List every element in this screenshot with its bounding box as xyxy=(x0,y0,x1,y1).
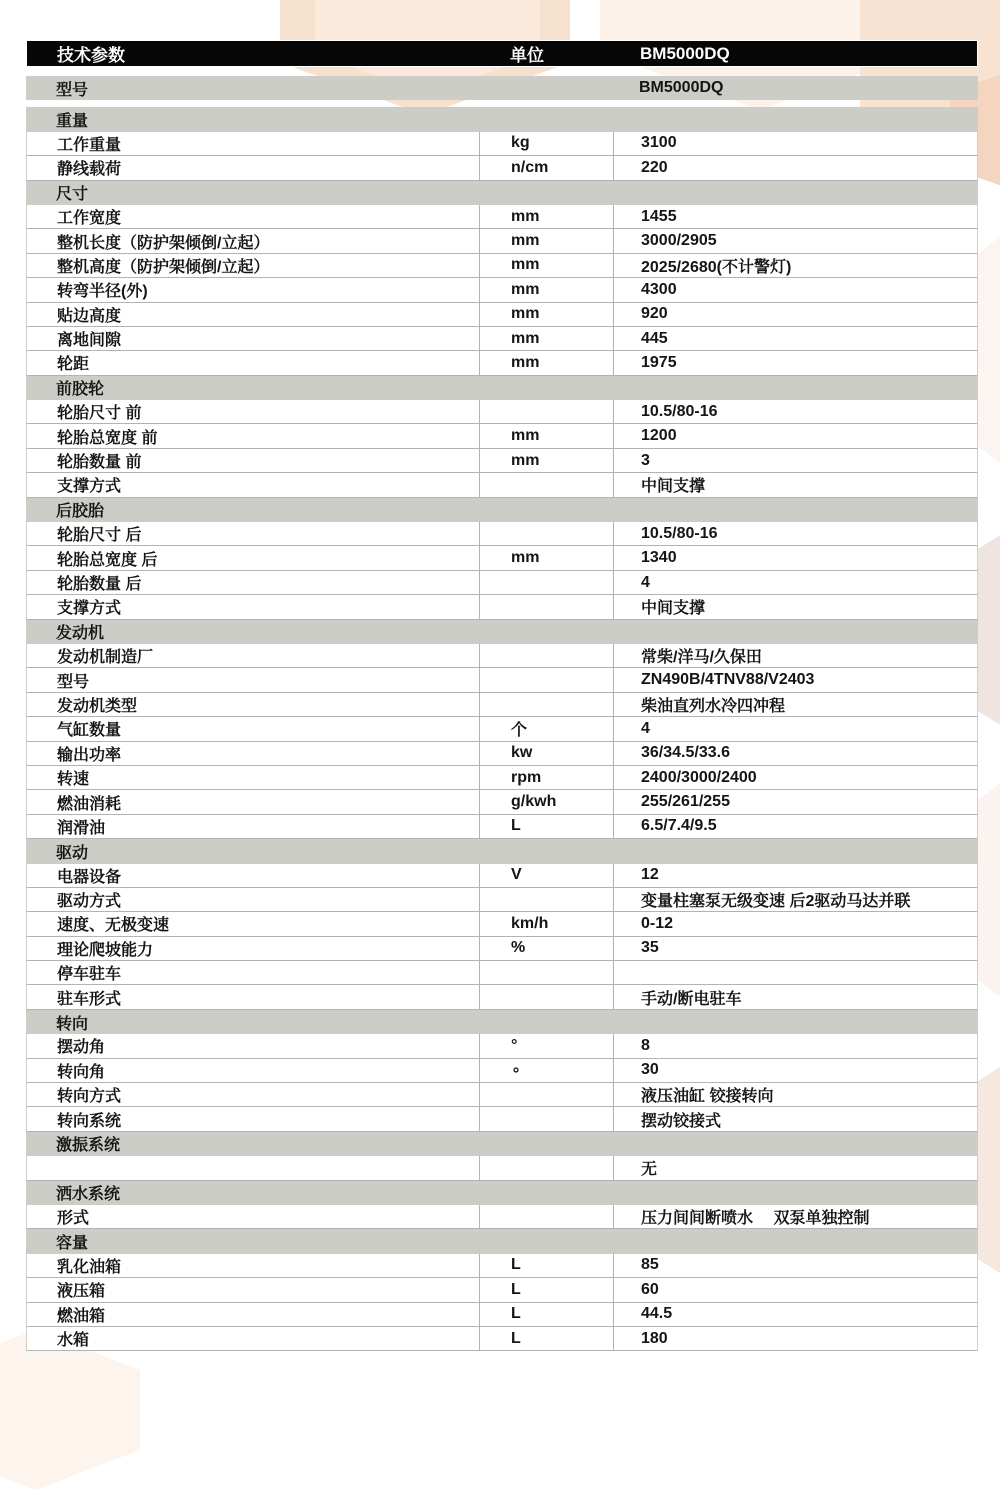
table-row xyxy=(26,864,978,888)
param-value: 摆动铰接式 xyxy=(613,1107,977,1130)
table-row xyxy=(26,522,978,546)
param-unit: L xyxy=(479,815,613,838)
param-value: 1455 xyxy=(613,205,977,228)
section-title: 激振系统 xyxy=(56,1137,121,1155)
param-unit: mm xyxy=(479,351,613,374)
param-value: 中间支撑 xyxy=(613,595,977,618)
spec-table xyxy=(26,40,978,1351)
param-name: 转向角 xyxy=(57,1063,106,1081)
table-row xyxy=(26,303,978,327)
param-unit: mm xyxy=(479,303,613,326)
table-row xyxy=(26,815,978,839)
param-value: 4 xyxy=(613,717,977,740)
param-name: 型号 xyxy=(57,673,90,691)
param-unit: mm xyxy=(479,449,613,472)
table-row xyxy=(26,424,978,448)
param-value: 柴油直列水冷四冲程 xyxy=(613,693,977,716)
param-unit xyxy=(479,985,613,1008)
param-name: 驱动方式 xyxy=(57,893,122,911)
section-header-7 xyxy=(26,1132,978,1156)
table-row xyxy=(26,693,978,717)
param-name: 轮胎尺寸 后 xyxy=(57,527,142,545)
param-unit: V xyxy=(479,864,613,887)
section-title: 尺寸 xyxy=(56,186,89,204)
param-name: 整机长度（防护架倾倒/立起） xyxy=(57,234,270,252)
section-title: 发动机 xyxy=(56,625,105,643)
param-name: 整机高度（防护架倾倒/立起） xyxy=(57,258,270,276)
param-value: 30 xyxy=(613,1059,977,1082)
param-value: 220 xyxy=(613,156,977,179)
section-title: 重量 xyxy=(56,113,89,131)
param-value xyxy=(613,961,977,984)
param-value: 压力间间断喷水 双泵单独控制 xyxy=(613,1205,977,1228)
table-row xyxy=(26,400,978,424)
section-title: 驱动 xyxy=(56,844,89,862)
param-value: 3000/2905 xyxy=(613,229,977,252)
param-name: 工作重量 xyxy=(57,136,122,154)
param-name: 发动机类型 xyxy=(57,697,138,715)
param-name: 轮胎数量 前 xyxy=(57,454,142,472)
section-title: 洒水系统 xyxy=(56,1186,121,1204)
param-value: 3 xyxy=(613,449,977,472)
table-row xyxy=(26,254,978,278)
param-name: 润滑油 xyxy=(57,819,106,837)
table-row xyxy=(26,205,978,229)
param-value: 8 xyxy=(613,1034,977,1057)
table-row xyxy=(26,327,978,351)
param-name: 静线载荷 xyxy=(57,161,122,179)
param-value: 445 xyxy=(613,327,977,350)
section-header-3 xyxy=(26,498,978,522)
param-unit: L xyxy=(479,1254,613,1277)
param-unit: g/kwh xyxy=(479,790,613,813)
section-header-2 xyxy=(26,376,978,400)
table-row xyxy=(26,1205,978,1229)
section-title: 容量 xyxy=(56,1235,89,1253)
table-row xyxy=(26,1083,978,1107)
param-name: 水箱 xyxy=(57,1332,90,1350)
table-row xyxy=(26,229,978,253)
table-row xyxy=(26,937,978,961)
param-unit xyxy=(479,644,613,667)
param-name: 贴边高度 xyxy=(57,307,122,325)
header-model-label: BM5000DQ xyxy=(640,43,730,63)
param-unit xyxy=(479,693,613,716)
param-unit xyxy=(479,400,613,423)
param-value: 2400/3000/2400 xyxy=(613,766,977,789)
param-value: ZN490B/4TNV88/V2403 xyxy=(613,668,977,691)
param-unit xyxy=(479,1205,613,1228)
param-name: 工作宽度 xyxy=(57,210,122,228)
param-unit: L xyxy=(479,1327,613,1350)
section-header-8 xyxy=(26,1181,978,1205)
param-unit: mm xyxy=(479,546,613,569)
param-value: 180 xyxy=(613,1327,977,1350)
table-row xyxy=(26,961,978,985)
section-header-4 xyxy=(26,620,978,644)
param-name: 停车驻车 xyxy=(57,966,122,984)
param-unit: kg xyxy=(479,132,613,155)
param-name: 燃油箱 xyxy=(57,1307,106,1325)
header-unit-label: 单位 xyxy=(510,46,544,65)
param-unit: mm xyxy=(479,327,613,350)
model-row-value: BM5000DQ xyxy=(639,79,724,97)
table-body xyxy=(26,107,978,1351)
table-row xyxy=(26,742,978,766)
model-row-unit xyxy=(478,76,612,100)
param-unit xyxy=(479,1156,613,1179)
param-unit xyxy=(479,1083,613,1106)
param-unit: mm xyxy=(479,229,613,252)
param-unit: 个 xyxy=(479,717,613,740)
section-header-0 xyxy=(26,107,978,131)
param-name: 乳化油箱 xyxy=(57,1258,122,1276)
table-row xyxy=(26,449,978,473)
param-unit: ° xyxy=(479,1034,613,1057)
param-value: 36/34.5/33.6 xyxy=(613,742,977,765)
param-name: 轮胎总宽度 前 xyxy=(57,429,158,447)
model-gap xyxy=(26,100,978,107)
param-value: 10.5/80-16 xyxy=(613,522,977,545)
param-value: 12 xyxy=(613,864,977,887)
param-unit: kw xyxy=(479,742,613,765)
param-unit: mm xyxy=(479,205,613,228)
section-title: 后胶胎 xyxy=(56,503,105,521)
param-value: 60 xyxy=(613,1278,977,1301)
param-name: 轮胎总宽度 后 xyxy=(57,551,158,569)
section-header-1 xyxy=(26,181,978,205)
param-value: 4 xyxy=(613,571,977,594)
table-row xyxy=(26,571,978,595)
model-row xyxy=(26,76,978,100)
param-unit: % xyxy=(479,937,613,960)
param-name: 速度、无极变速 xyxy=(57,917,170,935)
param-unit xyxy=(479,1107,613,1130)
table-row xyxy=(26,766,978,790)
param-name: 轮胎数量 后 xyxy=(57,576,142,593)
param-name: 转向系统 xyxy=(57,1112,122,1130)
param-unit: mm xyxy=(479,254,613,277)
param-value: 手动/断电驻车 xyxy=(613,985,977,1008)
param-unit: L xyxy=(479,1303,613,1326)
param-value: 1340 xyxy=(613,546,977,569)
section-header-6 xyxy=(26,1010,978,1034)
param-value: 255/261/255 xyxy=(613,790,977,813)
table-row xyxy=(26,1278,978,1302)
param-name: 支撑方式 xyxy=(57,600,122,618)
table-row xyxy=(26,985,978,1009)
table-row xyxy=(26,888,978,912)
table-row xyxy=(26,1303,978,1327)
header-gap xyxy=(26,67,978,76)
param-name: 理论爬坡能力 xyxy=(57,941,154,959)
param-unit: km/h xyxy=(479,912,613,935)
param-name: 发动机制造厂 xyxy=(57,649,154,667)
param-unit xyxy=(479,595,613,618)
param-value: 3100 xyxy=(613,132,977,155)
param-name: 转速 xyxy=(57,771,90,789)
param-value: 1975 xyxy=(613,351,977,374)
param-unit: n/cm xyxy=(479,156,613,179)
param-value: 35 xyxy=(613,937,977,960)
param-value: 常柴/洋马/久保田 xyxy=(613,644,977,667)
param-name xyxy=(27,1156,479,1179)
param-value: 变量柱塞泵无级变速 后2驱动马达并联 xyxy=(613,888,977,911)
table-row xyxy=(26,1034,978,1058)
param-value: 920 xyxy=(613,303,977,326)
param-unit xyxy=(479,473,613,496)
table-row xyxy=(26,595,978,619)
table-row xyxy=(26,1327,978,1351)
param-value: 液压油缸 铰接转向 xyxy=(613,1083,977,1106)
param-value: 85 xyxy=(613,1254,977,1277)
param-unit xyxy=(479,961,613,984)
param-value: 无 xyxy=(613,1156,977,1179)
table-row xyxy=(26,1156,978,1180)
table-row xyxy=(26,790,978,814)
header-param-label: 技术参数 xyxy=(57,46,125,65)
param-unit xyxy=(479,668,613,691)
param-unit: mm xyxy=(479,278,613,301)
table-header-row xyxy=(26,40,978,67)
section-title: 转向 xyxy=(56,1015,89,1033)
param-unit xyxy=(479,571,613,594)
table-row xyxy=(26,1059,978,1083)
param-name: 形式 xyxy=(57,1210,90,1228)
table-row xyxy=(26,1254,978,1278)
param-unit: ∘ xyxy=(479,1059,613,1082)
param-name: 燃油消耗 xyxy=(57,795,122,813)
param-unit: rpm xyxy=(479,766,613,789)
section-header-9 xyxy=(26,1229,978,1253)
param-value: 2025/2680(不计警灯) xyxy=(613,254,977,277)
param-name: 支撑方式 xyxy=(57,478,122,496)
param-name: 轮胎尺寸 前 xyxy=(57,405,142,423)
param-name: 转向方式 xyxy=(57,1088,122,1106)
table-row xyxy=(26,546,978,570)
section-header-5 xyxy=(26,839,978,863)
param-name: 摆动角 xyxy=(57,1039,106,1057)
table-row xyxy=(26,668,978,692)
table-row xyxy=(26,473,978,497)
table-row xyxy=(26,717,978,741)
param-value: 4300 xyxy=(613,278,977,301)
param-value: 0-12 xyxy=(613,912,977,935)
param-unit: L xyxy=(479,1278,613,1301)
model-row-label: 型号 xyxy=(56,81,89,99)
param-name: 离地间隙 xyxy=(57,332,122,350)
param-unit xyxy=(479,888,613,911)
param-unit: mm xyxy=(479,424,613,447)
table-row xyxy=(26,132,978,156)
param-name: 输出功率 xyxy=(57,746,122,764)
table-row xyxy=(26,278,978,302)
param-name: 驻车形式 xyxy=(57,990,122,1008)
table-row xyxy=(26,156,978,180)
hexagon-decoration xyxy=(0,1330,140,1490)
param-name: 转弯半径(外) xyxy=(57,283,148,301)
table-row xyxy=(26,351,978,375)
param-name: 液压箱 xyxy=(57,1283,106,1301)
param-value: 1200 xyxy=(613,424,977,447)
table-row xyxy=(26,912,978,936)
param-unit xyxy=(479,522,613,545)
table-row xyxy=(26,644,978,668)
param-value: 10.5/80-16 xyxy=(613,400,977,423)
param-name: 轮距 xyxy=(57,356,90,374)
param-name: 电器设备 xyxy=(57,868,122,886)
param-name: 气缸数量 xyxy=(57,722,122,740)
section-title: 前胶轮 xyxy=(56,381,105,399)
table-row xyxy=(26,1107,978,1131)
param-value: 44.5 xyxy=(613,1303,977,1326)
param-value: 中间支撑 xyxy=(613,473,977,496)
param-value: 6.5/7.4/9.5 xyxy=(613,815,977,838)
